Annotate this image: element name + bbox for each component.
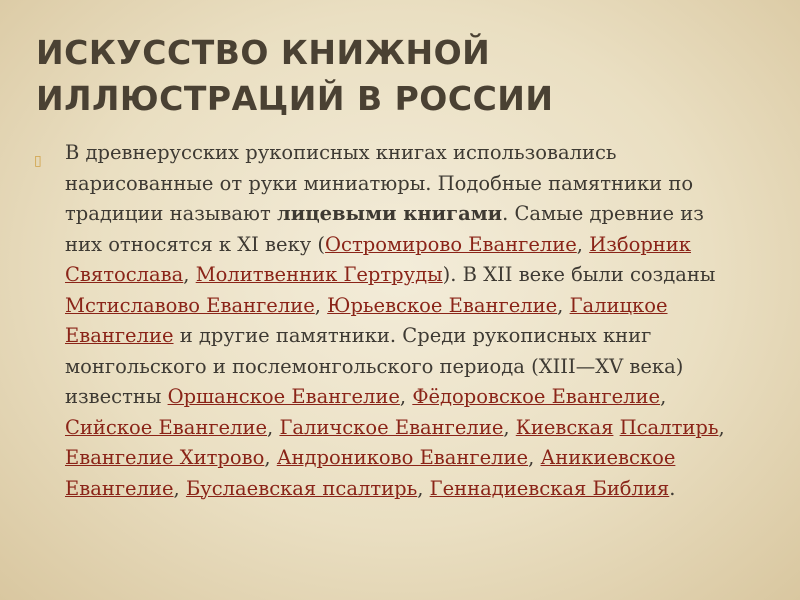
link-izbornik-sviatoslav[interactable]: Изборник (589, 232, 691, 256)
link-kiev-psalter[interactable]: Киевская (515, 415, 614, 439)
link-anikiev-gospel[interactable]: Евангелие (65, 476, 174, 500)
link-gertrude-prayerbook[interactable]: Молитвенник Гертруды (195, 263, 443, 286)
separator: , (314, 293, 328, 317)
body-text: нарисованные от руки миниатюры. Подобные памятники по (65, 171, 694, 195)
body-text: ). В XII веке были созданы (442, 263, 716, 286)
separator: , (417, 476, 430, 500)
slide-title-line-2: ИЛЛЮСТРАЦИЙ В РОССИИ (36, 79, 554, 118)
hollow-arrow-bullet-icon: ▯ (34, 153, 42, 169)
separator: , (718, 415, 725, 439)
slide-title (36, 30, 766, 122)
bold-term: лицевыми книгами (276, 202, 503, 225)
body-line (65, 138, 780, 169)
separator: , (267, 415, 280, 439)
body-text: . Самые древние из (502, 202, 704, 225)
link-orsha-gospel[interactable]: Оршанское Евангелие (167, 385, 400, 408)
link-yuriev-gospel[interactable]: Юрьевское Евангелие (327, 293, 558, 317)
body-line (65, 199, 780, 230)
slide-body-text (65, 138, 780, 504)
separator: , (264, 446, 277, 469)
separator: , (173, 476, 186, 500)
link-buslaev-psalter[interactable]: Буслаевская псалтирь (185, 476, 418, 500)
link-psalter[interactable]: Псалтирь (619, 415, 719, 439)
link-izbornik-sviatoslav[interactable]: Святослава (65, 263, 184, 286)
body-text: В древнерусских рукописных книгах использовались (65, 141, 617, 164)
body-line (65, 291, 780, 322)
link-khitrovo-gospel[interactable]: Евангелие Хитрово (65, 446, 265, 469)
body-text: известны (65, 385, 168, 408)
separator: , (503, 415, 516, 439)
body-line (65, 352, 780, 383)
link-gennadiev-bible[interactable]: Геннадиевская Библия (429, 476, 670, 500)
link-galichskoe-gospel[interactable]: Галичское Евангелие (279, 415, 504, 439)
body-line (65, 382, 780, 413)
link-galich-gospel[interactable]: Евангелие (65, 324, 174, 347)
separator: , (183, 263, 196, 286)
body-line (65, 413, 780, 444)
body-line (65, 169, 780, 200)
link-anikiev-gospel[interactable]: Аникиевское (540, 446, 676, 469)
body-text: монгольского и послемонгольского периода (XIII—XV века) (65, 354, 684, 378)
body-text: и другие памятники. Среди рукописных книг (173, 324, 652, 347)
separator: , (399, 385, 413, 408)
link-mstislav-gospel[interactable]: Мстиславово Евангелие (65, 293, 315, 317)
separator: , (528, 446, 541, 469)
link-feodorovskoe-gospel[interactable]: Фёдоровское Евангелие (412, 385, 661, 408)
separator: , (557, 293, 570, 317)
body-line (65, 230, 780, 261)
separator: , (576, 232, 590, 256)
link-siya-gospel[interactable]: Сийское Евангелие (65, 415, 268, 439)
separator: , (660, 385, 667, 408)
body-text: них относятся к XI веку ( (65, 232, 326, 256)
link-galich-gospel[interactable]: Галицкое (569, 293, 668, 317)
body-line (65, 321, 780, 352)
separator: . (669, 476, 676, 500)
body-line (65, 474, 780, 505)
body-line (65, 260, 780, 291)
link-ostromir-gospel[interactable]: Остромирово Евангелие (325, 232, 577, 256)
body-text: традиции называют (65, 202, 277, 225)
link-andronikov-gospel[interactable]: Андрониково Евангелие (276, 446, 529, 469)
slide-title-line-1: ИСКУССТВО КНИЖНОЙ (36, 33, 491, 72)
body-line (65, 443, 780, 474)
